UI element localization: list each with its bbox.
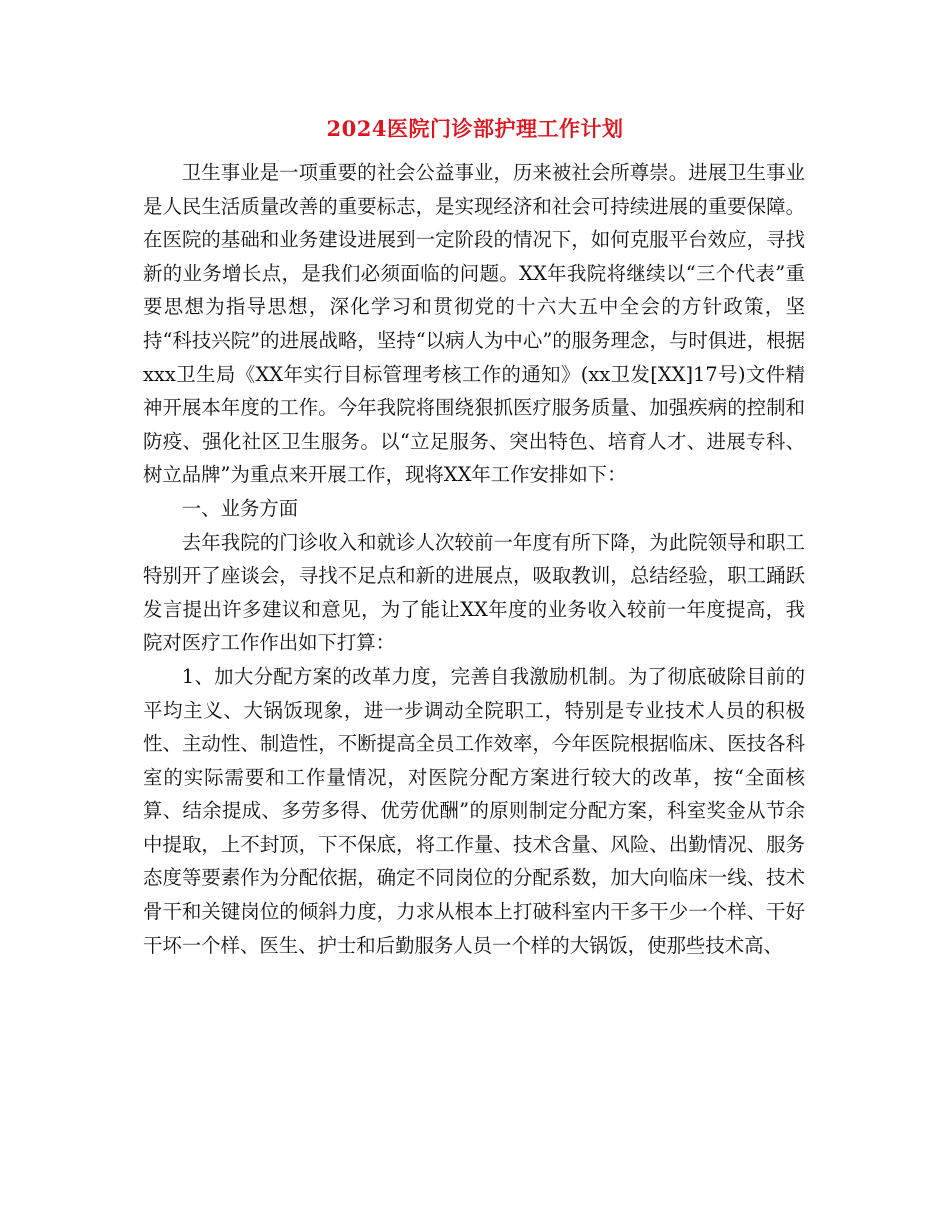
paragraph-intro: 卫生事业是一项重要的社会公益事业，历来被社会所尊崇。进展卫生事业是人民生活质量改善的重要标志，是实现经济和社会可持续进展的重要保障。在医院的基础和业务建设进展到一定阶段的情况下，如何克服平台效应，寻找新的业务增长点，是我们必须面临的问题。XX年我院将继续以“三个代表”重要思想为指导思想，深化学习和贯彻党的十六大五中全会的方针政策，坚持“科技兴院”的进展战略，坚持“以病人为中心”的服务理念，与时俱进，根据xxx卫生局《XX年实行目标管理考核工作的通知》(xx卫发[XX]17号)文件精神开展本年度的工作。今年我院将围绕狠抓医疗服务质量、加强疾病的控制和防疫、强化社区卫生服务。以“立足服务、突出特色、培育人才、进展专科、树立品牌”为重点来开展工作，现将XX年工作安排如下： bbox=[143, 161, 805, 487]
document-title: 2024医院门诊部护理工作计划 bbox=[326, 116, 624, 141]
paragraph-business-review: 去年我院的门诊收入和就诊人次较前一年度有所下降，为此院领导和职工特别开了座谈会，寻找不足点和新的进展点，吸取教训，总结经验，职工踊跃发言提出许多建议和意见，为了能让XX年度的业务收入较前一年度提高，我院对医疗工作作出如下打算： bbox=[143, 530, 805, 655]
paragraph-item-1: 1、加大分配方案的改革力度，完善自我激励机制。为了彻底破除目前的平均主义、大锅饭现象，进一步调动全院职工，特别是专业技术人员的积极性、主动性、制造性，不断提高全员工作效率，今年医院根据临床、医技各科室的实际需要和工作量情况，对医院分配方案进行较大的改革，按“全面核算、结余提成、多劳多得、优劳优酬”的原则制定分配方案，科室奖金从节余中提取，上不封顶，下不保底，将工作量、技术含量、风险、出勤情况、服务态度等要素作为分配依据，确定不同岗位的分配系数，加大向临床一线、技术骨干和关键岗位的倾斜力度，力求从根本上打破科室内干多干少一个样、干好干坏一个样、医生、护士和后勤服务人员一个样的大锅饭，使那些技术高、 bbox=[143, 664, 805, 957]
section-heading-business: 一、业务方面 bbox=[181, 496, 299, 520]
document-body bbox=[143, 156, 805, 962]
